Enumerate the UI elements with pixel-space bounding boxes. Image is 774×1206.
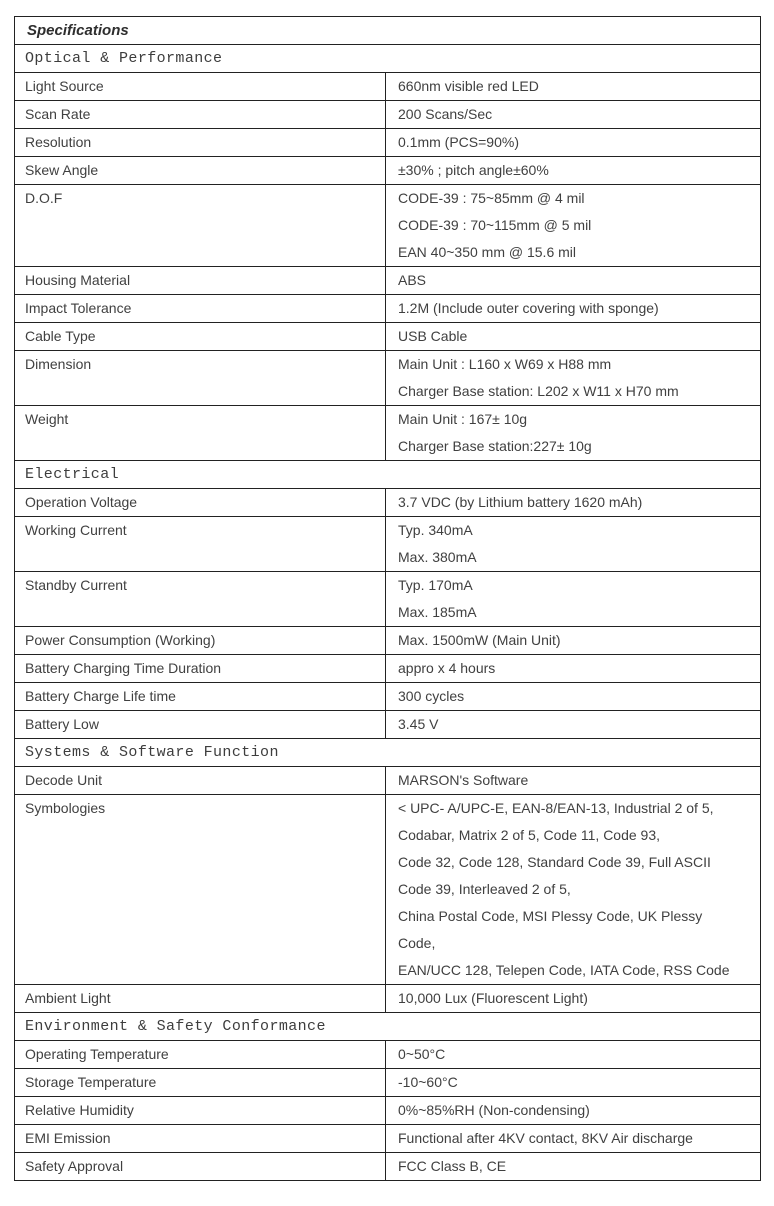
row-value-line: FCC Class B, CE: [398, 1158, 507, 1174]
row-label-text: Safety Approval: [25, 1158, 124, 1174]
row-label: [15, 1069, 385, 1096]
section-header-row: [15, 461, 760, 489]
table-row: [15, 129, 760, 157]
row-value-line: Charger Base station: L202 x W11 x H70 mm: [398, 383, 679, 399]
table-row: [15, 267, 760, 295]
row-label-text: Relative Humidity: [25, 1102, 134, 1118]
row-value-line: Max. 380mA: [398, 549, 477, 565]
row-label-text: Cable Type: [25, 328, 96, 344]
row-value-line: appro x 4 hours: [398, 660, 496, 676]
row-label-text: Skew Angle: [25, 162, 99, 178]
row-value: [385, 295, 760, 322]
row-value-line: Max. 1500mW (Main Unit): [398, 632, 561, 648]
table-row: [15, 1153, 760, 1180]
section-header-row: [15, 739, 760, 767]
row-value: [385, 572, 760, 626]
row-label: [15, 767, 385, 794]
row-value-line: < UPC- A/UPC-E, EAN-8/EAN-13, Industrial 2 of 5,: [398, 800, 714, 816]
row-value: [385, 1041, 760, 1068]
row-label-text: Battery Charging Time Duration: [25, 660, 222, 676]
section-header-row: [15, 1013, 760, 1041]
row-label: [15, 1041, 385, 1068]
row-value: [385, 1153, 760, 1180]
row-label: [15, 295, 385, 322]
row-value-line: 3.45 V: [398, 716, 439, 732]
row-label-text: Weight: [25, 411, 69, 427]
row-label-text: Decode Unit: [25, 772, 103, 788]
row-label-text: Symbologies: [25, 800, 106, 816]
table-row: [15, 985, 760, 1013]
table-row: [15, 295, 760, 323]
row-label: [15, 406, 385, 460]
row-value-line: 300 cycles: [398, 688, 465, 704]
row-label: [15, 655, 385, 682]
table-title-text: Specifications: [27, 22, 129, 39]
row-value: [385, 351, 760, 405]
section-header-text: Systems & Software Function: [25, 744, 279, 761]
section-header-text: Optical & Performance: [25, 50, 223, 67]
row-label-text: D.O.F: [25, 190, 63, 206]
section-header-text: Electrical: [25, 466, 120, 483]
row-label: [15, 129, 385, 156]
row-label-text: Housing Material: [25, 272, 131, 288]
row-value-line: ABS: [398, 272, 427, 288]
row-value: [385, 406, 760, 460]
row-label: [15, 683, 385, 710]
row-value: [385, 1125, 760, 1152]
row-value-line: Typ. 170mA: [398, 577, 473, 593]
table-row: [15, 351, 760, 406]
row-value: [385, 795, 760, 984]
row-value-line: 10,000 Lux (Fluorescent Light): [398, 990, 588, 1006]
row-value-line: Typ. 340mA: [398, 522, 473, 538]
row-value-line: 0.1mm (PCS=90%): [398, 134, 519, 150]
row-label: [15, 351, 385, 405]
row-value-line: 3.7 VDC (by Lithium battery 1620 mAh): [398, 494, 643, 510]
row-label: [15, 711, 385, 738]
row-value-line: Functional after 4KV contact, 8KV Air discharge: [398, 1130, 693, 1146]
row-label-text: Working Current: [25, 522, 127, 538]
table-row: [15, 572, 760, 627]
row-label-text: EMI Emission: [25, 1130, 111, 1146]
row-value-line: Code 39, Interleaved 2 of 5,: [398, 881, 571, 897]
row-value-line: CODE-39 : 70~115mm @ 5 mil: [398, 217, 592, 233]
row-value-line: 200 Scans/Sec: [398, 106, 493, 122]
table-title-row: [15, 17, 760, 45]
table-row: [15, 795, 760, 985]
table-row: [15, 1069, 760, 1097]
row-value-line: China Postal Code, MSI Plessy Code, UK Plessy: [398, 908, 703, 924]
row-label: [15, 267, 385, 294]
table-row: [15, 157, 760, 185]
row-value: [385, 985, 760, 1012]
row-label-text: Battery Charge Life time: [25, 688, 176, 704]
row-label: [15, 627, 385, 654]
row-value-line: 0~50°C: [398, 1046, 446, 1062]
row-label-text: Resolution: [25, 134, 92, 150]
row-value: [385, 767, 760, 794]
row-value: [385, 517, 760, 571]
table-row: [15, 767, 760, 795]
table-row: [15, 489, 760, 517]
row-value-line: Max. 185mA: [398, 604, 477, 620]
row-value: [385, 267, 760, 294]
row-value: [385, 627, 760, 654]
row-value-line: CODE-39 : 75~85mm @ 4 mil: [398, 190, 585, 206]
row-label-text: Ambient Light: [25, 990, 111, 1006]
table-row: [15, 1041, 760, 1069]
row-value-line: Charger Base station:227± 10g: [398, 438, 592, 454]
row-label-text: Power Consumption (Working): [25, 632, 216, 648]
row-label-text: Standby Current: [25, 577, 127, 593]
table-row: [15, 655, 760, 683]
section-header: [15, 1013, 760, 1040]
row-value: [385, 683, 760, 710]
section-header: [15, 45, 760, 72]
row-value-line: Code,: [398, 935, 436, 951]
row-label: [15, 323, 385, 350]
row-label-text: Operation Voltage: [25, 494, 138, 510]
table-row: [15, 627, 760, 655]
table-row: [15, 683, 760, 711]
row-value: [385, 1097, 760, 1124]
table-row: [15, 711, 760, 739]
row-label: [15, 1097, 385, 1124]
row-value-line: Code 32, Code 128, Standard Code 39, Full ASCII: [398, 854, 711, 870]
row-value-line: EAN 40~350 mm @ 15.6 mil: [398, 244, 577, 260]
row-label-text: Operating Temperature: [25, 1046, 169, 1062]
row-value: [385, 185, 760, 266]
row-label: [15, 517, 385, 571]
table-row: [15, 517, 760, 572]
row-label: [15, 572, 385, 626]
table-row: [15, 1097, 760, 1125]
row-value-line: -10~60°C: [398, 1074, 458, 1090]
row-value-line: Codabar, Matrix 2 of 5, Code 11, Code 93,: [398, 827, 661, 843]
row-label: [15, 489, 385, 516]
row-label: [15, 795, 385, 984]
row-label: [15, 157, 385, 184]
row-label: [15, 101, 385, 128]
row-label-text: Battery Low: [25, 716, 99, 732]
row-value-line: Main Unit : L160 x W69 x H88 mm: [398, 356, 612, 372]
row-label-text: Storage Temperature: [25, 1074, 157, 1090]
row-label-text: Dimension: [25, 356, 92, 372]
table-row: [15, 406, 760, 461]
row-label: [15, 73, 385, 100]
row-value: [385, 489, 760, 516]
table-row: [15, 1125, 760, 1153]
table-row: [15, 101, 760, 129]
row-value: [385, 157, 760, 184]
row-value-line: 660nm visible red LED: [398, 78, 539, 94]
section-header-row: [15, 45, 760, 73]
section-header-text: Environment & Safety Conformance: [25, 1018, 326, 1035]
row-value: [385, 73, 760, 100]
row-label: [15, 185, 385, 266]
table-row: [15, 323, 760, 351]
row-value-line: 0%~85%RH (Non-condensing): [398, 1102, 590, 1118]
row-value: [385, 655, 760, 682]
row-label: [15, 985, 385, 1012]
row-label: [15, 1153, 385, 1180]
row-value-line: USB Cable: [398, 328, 468, 344]
table-row: [15, 185, 760, 267]
row-value: [385, 1069, 760, 1096]
row-value-line: ±30% ; pitch angle±60%: [398, 162, 549, 178]
section-header: [15, 739, 760, 766]
row-label-text: Impact Tolerance: [25, 300, 132, 316]
row-value: [385, 323, 760, 350]
table-row: [15, 73, 760, 101]
row-label: [15, 1125, 385, 1152]
table-title: [15, 17, 760, 44]
row-value-line: MARSON's Software: [398, 772, 529, 788]
row-value-line: EAN/UCC 128, Telepen Code, IATA Code, RSS Code: [398, 962, 730, 978]
row-value: [385, 711, 760, 738]
row-value-line: 1.2M (Include outer covering with sponge): [398, 300, 659, 316]
row-value: [385, 129, 760, 156]
row-label-text: Scan Rate: [25, 106, 91, 122]
row-label-text: Light Source: [25, 78, 104, 94]
row-value-line: Main Unit : 167± 10g: [398, 411, 528, 427]
section-header: [15, 461, 760, 488]
row-value: [385, 101, 760, 128]
specifications-table: [14, 16, 761, 1181]
